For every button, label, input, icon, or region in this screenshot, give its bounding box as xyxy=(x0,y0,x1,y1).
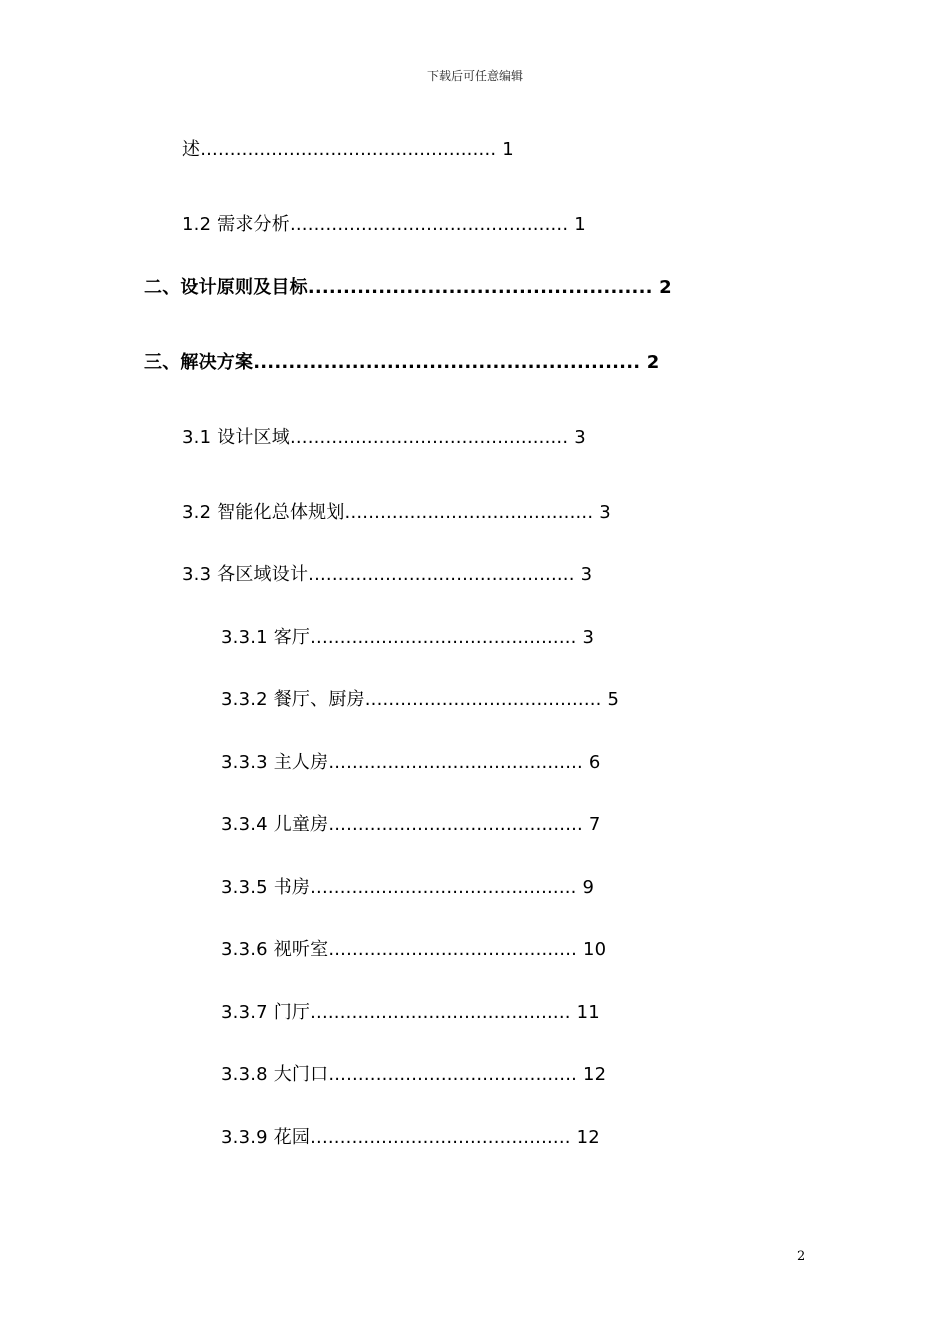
toc-entry-page: 3 xyxy=(582,627,595,648)
toc-entry[interactable] xyxy=(221,813,601,837)
toc-entry-title: 3.3.7 门厅 xyxy=(221,1002,311,1023)
toc-entry-title: 二、设计原则及目标 xyxy=(144,277,308,298)
toc-entry-page: 2 xyxy=(646,352,660,373)
toc-entry[interactable] xyxy=(221,938,606,962)
toc-entry-page: 10 xyxy=(582,939,607,960)
toc-entry-page: 1 xyxy=(502,139,514,160)
toc-entry-title: 三、解决方案 xyxy=(144,352,254,373)
toc-entry-title: 1.2 需求分析 xyxy=(182,214,290,235)
toc-entry[interactable] xyxy=(221,688,619,712)
toc-entry[interactable] xyxy=(144,276,672,300)
toc-entry-leader: ............................................. xyxy=(310,877,577,898)
toc-entry-title: 3.3.1 客厅 xyxy=(221,627,311,648)
toc-entry-title: 3.3.2 餐厅、厨房 xyxy=(221,689,365,710)
toc-entry-leader: .......................................... xyxy=(344,502,594,523)
toc-entry[interactable] xyxy=(221,626,594,650)
toc-entry-leader: ............................................... xyxy=(289,214,569,235)
toc-entry-title: 3.3 各区域设计 xyxy=(182,564,309,585)
toc-entry-page: 7 xyxy=(588,814,601,835)
toc-entry[interactable] xyxy=(221,1001,600,1025)
toc-entry-page: 11 xyxy=(576,1002,600,1023)
toc-entry-leader: .......................................... xyxy=(328,939,578,960)
toc-entry-page: 12 xyxy=(582,1064,607,1085)
toc-entry-leader: ............................................... xyxy=(289,427,569,448)
toc-entry-title: 3.3.3 主人房 xyxy=(221,752,329,773)
toc-entry-leader: ............................................. xyxy=(308,564,575,585)
toc-entry-page: 3 xyxy=(599,502,611,523)
toc-entry-page: 5 xyxy=(607,689,620,710)
toc-entry[interactable] xyxy=(221,751,601,775)
toc-entry-title: 3.2 智能化总体规划 xyxy=(182,502,345,523)
toc-entry-leader: .......................................... xyxy=(328,1064,578,1085)
toc-entry[interactable] xyxy=(221,1126,600,1150)
toc-entry-title: 3.3.8 大门口 xyxy=(221,1064,329,1085)
toc-entry-page: 9 xyxy=(582,877,595,898)
toc-entry-page: 6 xyxy=(588,752,601,773)
toc-entry[interactable] xyxy=(182,426,586,450)
toc-entry-leader: ............................................. xyxy=(310,627,577,648)
toc-entry-page: 1 xyxy=(574,214,586,235)
toc-entry-title: 3.3.6 视听室 xyxy=(221,939,329,960)
toc-entry[interactable] xyxy=(182,501,611,525)
toc-entry-leader: ........................................ xyxy=(364,689,602,710)
page-number: 2 xyxy=(797,1249,806,1264)
toc-entry[interactable] xyxy=(182,563,592,587)
toc-entry-leader: ................................................. xyxy=(307,277,653,298)
toc-entry[interactable] xyxy=(182,138,514,162)
toc-entry-page: 3 xyxy=(574,427,586,448)
toc-entry-leader: ............................................ xyxy=(310,1127,571,1148)
toc-entry-leader: ........................................... xyxy=(328,814,583,835)
toc-entry[interactable] xyxy=(221,876,594,900)
toc-entry-title: 3.3.4 儿童房 xyxy=(221,814,329,835)
toc-entry[interactable] xyxy=(182,213,586,237)
toc-entry-title: 3.3.9 花园 xyxy=(221,1127,311,1148)
toc-entry-page: 2 xyxy=(659,277,672,298)
toc-entry-leader: ....................................................... xyxy=(253,352,641,373)
toc-entry-leader: .................................................. xyxy=(200,139,497,160)
toc-entry-page: 12 xyxy=(576,1127,600,1148)
toc-entry-leader: ........................................... xyxy=(328,752,583,773)
toc-entry-title: 3.3.5 书房 xyxy=(221,877,311,898)
page-header: 下载后可任意编辑 xyxy=(426,69,523,83)
toc-entry[interactable] xyxy=(144,351,660,375)
toc-entry-page: 3 xyxy=(580,564,593,585)
toc-entry-title: 3.1 设计区域 xyxy=(182,427,290,448)
toc-entry-leader: ............................................ xyxy=(310,1002,571,1023)
toc-entry-title: 述 xyxy=(182,139,201,160)
toc-entry[interactable] xyxy=(221,1063,606,1087)
